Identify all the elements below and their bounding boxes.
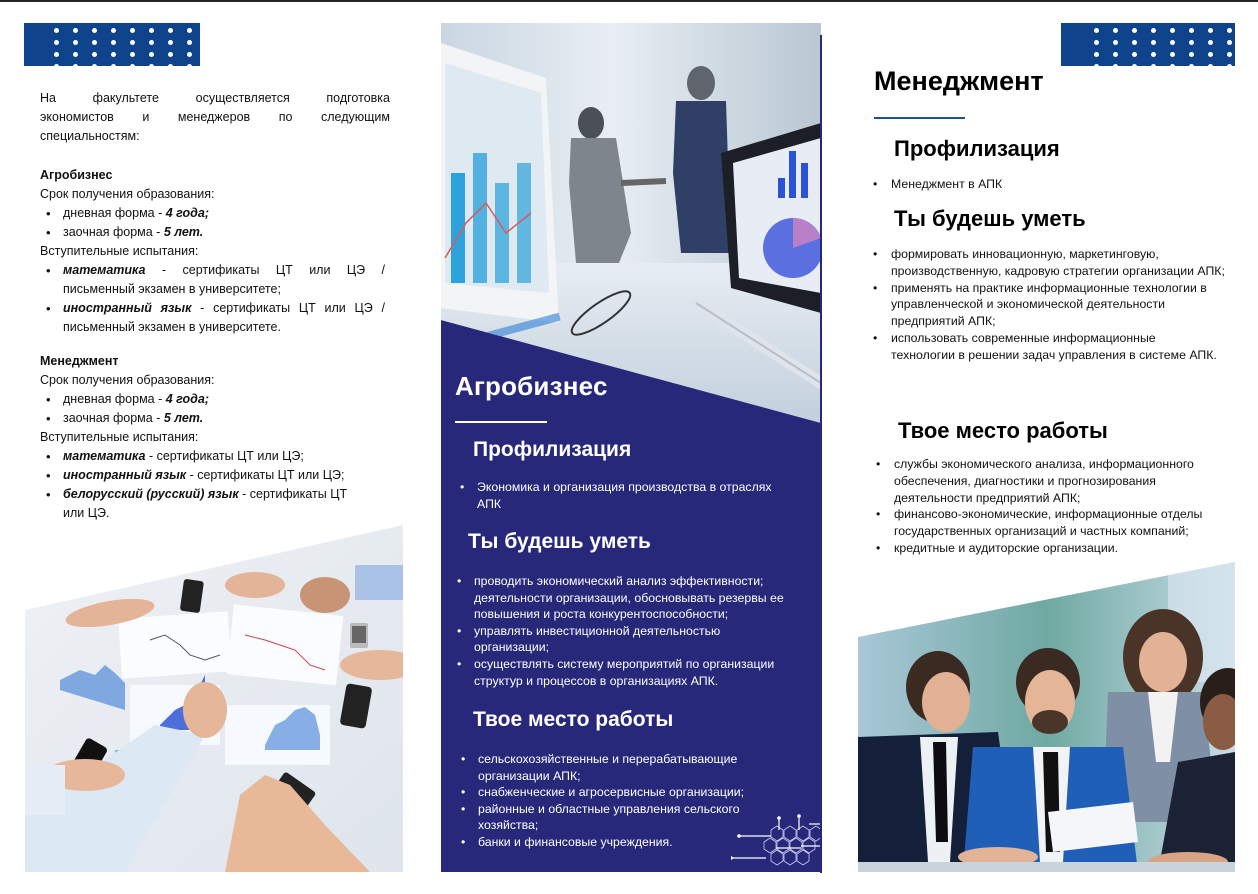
list-item: • управлять инвестиционной деятельностью организации;: [452, 623, 752, 656]
exams-list: [40, 261, 385, 337]
exams-label: Вступительные испытания:: [40, 244, 199, 258]
skills-list: [452, 573, 814, 689]
title-underline: [455, 421, 547, 423]
list-item: • районные и областные управления сельского хозяйства;: [456, 801, 776, 834]
item-text: - сертификаты ЦТ или ЦЭ /: [145, 263, 385, 277]
list-item: • банки и финансовые учреждения.: [456, 834, 796, 851]
list-item: • использовать современные информационные технологии в решении задач управления в системе АПК.: [868, 330, 1218, 364]
list-item: • Экономика и организация производства в отраслях АПК: [455, 479, 785, 512]
item-text: - сертификаты ЦТ или ЦЭ.: [63, 487, 348, 520]
item-text: - сертификаты ЦТ или ЦЭ;: [145, 449, 304, 463]
work-list: [871, 456, 1216, 557]
panel-edge-line: [820, 35, 822, 873]
skills-heading: Ты будешь уметь: [894, 206, 1086, 231]
skills-list: [868, 246, 1228, 364]
subject-name: математика: [63, 449, 146, 463]
panel-title: Агробизнес: [455, 371, 608, 401]
skills-heading: Ты будешь уметь: [468, 530, 651, 553]
meeting-hands-photo: [25, 525, 403, 872]
item-emphasis: 5 лет.: [163, 225, 204, 239]
list-item: • финансово-экономические, информационные отделы государственных организаций и частных компаний;: [871, 506, 1216, 540]
management-admission-block: [40, 352, 395, 523]
profile-list: [868, 176, 1208, 193]
right-panel-management: [840, 0, 1258, 894]
list-item: [40, 409, 395, 428]
subject-name: математика: [63, 263, 146, 277]
list-item: • осуществлять систему мероприятий по организации структур и процессов в организациях АПК.: [452, 656, 814, 689]
profile-heading: Профилизация: [894, 136, 1060, 161]
duration-list: [40, 204, 395, 242]
list-item: • службы экономического анализа, информационного обеспечения, диагностики и прогнозирования деятельности предприятий АПК;: [871, 456, 1216, 506]
work-heading: Твое место работы: [898, 418, 1108, 443]
hexagon-circuit-decoration: [731, 808, 821, 872]
list-item: [40, 485, 350, 523]
item-text: - сертификаты ЦТ или ЦЭ;: [186, 468, 345, 482]
intro-line: На факультете осуществляется подготовка: [40, 91, 390, 105]
list-item: [40, 223, 395, 242]
middle-panel-agrobusiness: [441, 23, 821, 872]
list-item: • сельскохозяйственные и перерабатывающие организации АПК;: [456, 751, 776, 784]
profile-list: [455, 479, 785, 512]
exams-list: [40, 447, 360, 523]
list-item: [40, 299, 385, 337]
handshake-office-photo: [441, 23, 821, 423]
intro-line: экономистов и менеджеров по следующим: [40, 110, 390, 124]
item-text: - сертификаты ЦТ или ЦЭ /: [191, 301, 385, 315]
duration-list: [40, 390, 395, 428]
agrobusiness-admission-block: [40, 166, 395, 337]
title-underline: [874, 117, 965, 119]
specialty-title: Агробизнес: [40, 168, 113, 182]
duration-label: Срок получения образования:: [40, 187, 215, 201]
list-item: • формировать инновационную, маркетинговую, производственную, кадровую стратегии организации АПК;: [868, 246, 1228, 280]
item-text: письменный экзамен в университете;: [63, 282, 281, 296]
subject-name: иностранный язык: [63, 468, 187, 482]
list-item: • применять на практике информационные технологии в управленческой и экономической деятельности предприятий АПК;: [868, 280, 1218, 330]
list-item: • кредитные и аудиторские организации.: [871, 540, 1216, 557]
dot-pattern-decoration: [1061, 23, 1235, 66]
dot-pattern-decoration: [24, 23, 200, 66]
work-heading: Твое место работы: [473, 708, 674, 731]
item-emphasis: 4 года;: [165, 392, 209, 406]
item-text: письменный экзамен в университете.: [63, 320, 281, 334]
item-text: дневная форма -: [63, 206, 166, 220]
list-item: [40, 204, 395, 223]
item-text: заочная форма -: [63, 411, 164, 425]
list-item: [40, 447, 360, 466]
list-item: • проводить экономический анализ эффективности; деятельности организации, обосновывать резервы ее повышения и роста конкурентоспособности;: [452, 573, 814, 623]
subject-name: иностранный язык: [63, 301, 192, 315]
list-item: [40, 261, 385, 299]
list-item: • Менеджмент в АПК: [868, 176, 1208, 193]
business-team-photo: [858, 562, 1235, 872]
profile-heading: Профилизация: [473, 438, 632, 461]
duration-label: Срок получения образования:: [40, 373, 215, 387]
left-panel: [0, 0, 430, 894]
list-item: [40, 390, 395, 409]
list-item: [40, 466, 360, 485]
subject-name: белорусский (русский) язык: [63, 487, 239, 501]
panel-title: Менеджмент: [874, 66, 1044, 96]
item-text: дневная форма -: [63, 392, 166, 406]
item-emphasis: 4 года;: [165, 206, 209, 220]
list-item: • снабженческие и агросервисные организации;: [456, 784, 796, 801]
intro-line: специальностям:: [40, 129, 140, 143]
intro-paragraph: [40, 89, 390, 146]
item-text: заочная форма -: [63, 225, 164, 239]
specialty-title: Менеджмент: [40, 354, 119, 368]
item-emphasis: 5 лет.: [163, 411, 204, 425]
exams-label: Вступительные испытания:: [40, 430, 199, 444]
